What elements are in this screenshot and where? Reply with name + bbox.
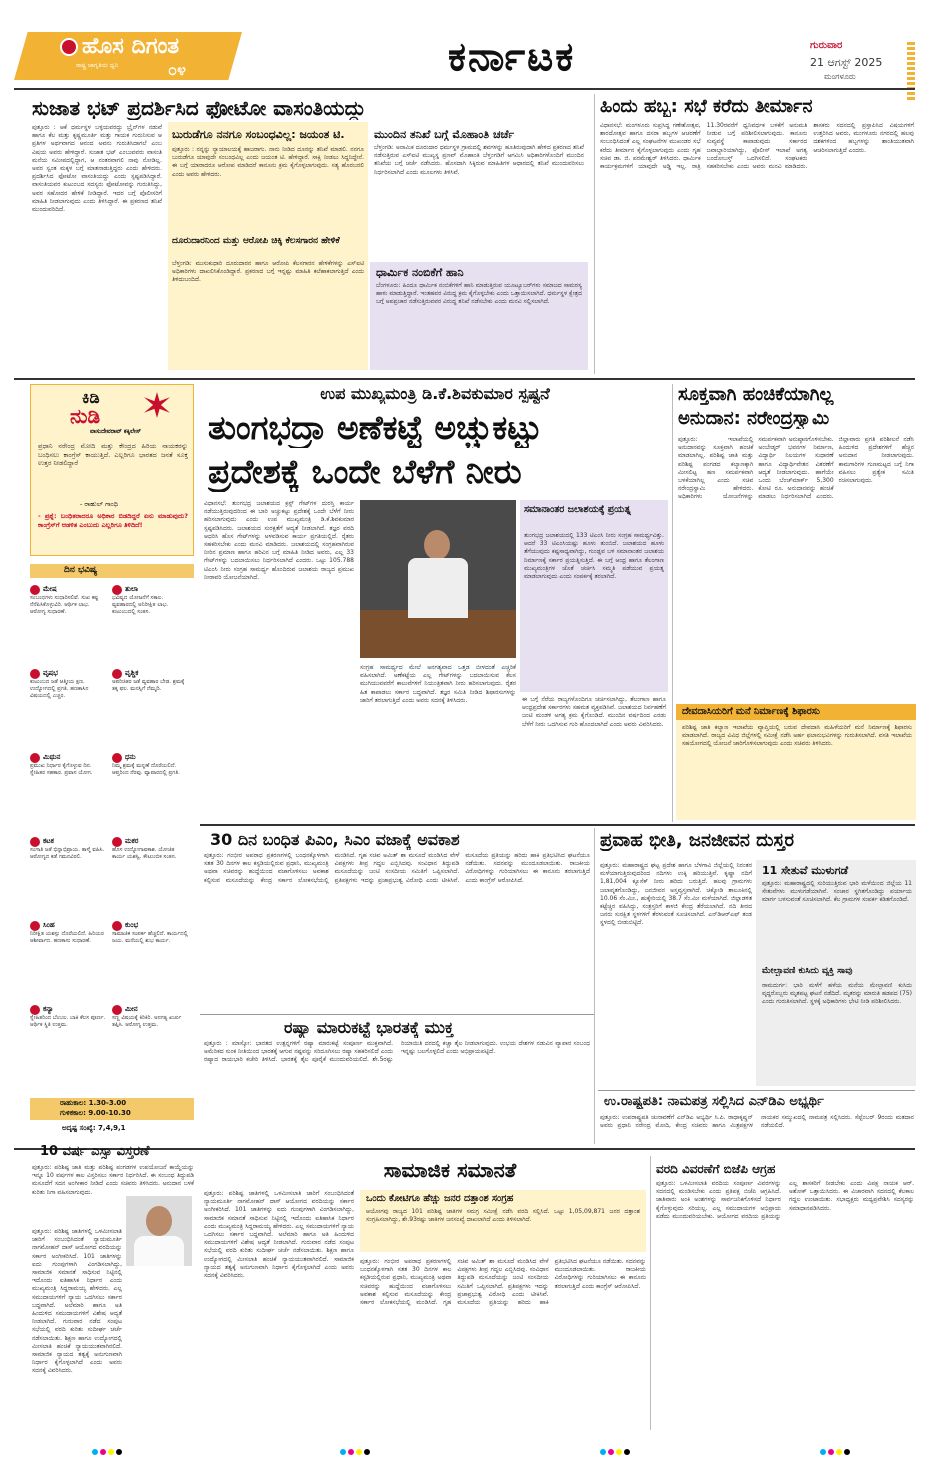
sign-text: ಸಂಬಂಧಗಳು ಸುಧಾರಿಸಲಿವೆ. ಸುಖ ಕಷ್ಟ ನೆನೆಪಿಸಿಕೊಳ್ಳುವಿರಿ. ಆರ್ಥಿಕ ಲಾಭ. ಆರೋಗ್ಯ ಸುಧಾರಣೆ. xyxy=(30,595,99,615)
row-rule-2 xyxy=(200,824,915,826)
story-grant-headline-line2: ಅನುದಾನ: ನರೇಂದ್ರಸ್ವಾಮಿ xyxy=(678,408,830,429)
lead-headline-line2: ಪ್ರದೇಶಕ್ಕೆ ಒಂದೇ ಬೆಳೆಗೆ ನೀರು xyxy=(208,452,522,491)
row-rule-1 xyxy=(14,378,915,380)
story-kerala-body: ಬೆಳ್ತಂಗಡಿ: ಮುಸುಕುಧಾರಿ ದೂರುದಾರನ ಹಾಗೂ ಆರೋಪಿ ಕೆಲಸಗಾರನ ಹೇಳಿಕೆಗಳನ್ನು ಎಸ್‌ಐಟಿ ಅಧಿಕಾರಿಗಳು ದಾಖಲಿಸಿಕೊಂಡಿದ್ದಾರೆ. ಪ್ರಕರಣದ ಬಗ್ಗೆ ಇನ್ನಷ್ಟು ಮಾಹಿತಿ ಕಲೆಹಾಕಲಾಗುತ್ತಿದೆ ಎಂದು ತಿಳಿದುಬಂದಿದೆ. xyxy=(172,260,364,284)
portrait-head xyxy=(146,1206,172,1236)
color-registration-marks xyxy=(92,1449,122,1455)
story-ten-years-body1: ಪುತ್ತೂರು: ಪರಿಶಿಷ್ಟ ಜಾತಿ ಮತ್ತು ಪರಿಶಿಷ್ಟ ಪಂಗಡಗಳ ಉಪಯೋಜನೆ ಕಾಯ್ದೆಯನ್ನು ಇನ್ನೂ 10 ವರ್ಷಗಳ ಕಾಲ ವಿಸ್ತರಿಸಲು ಸರ್ಕಾರ ನಿರ್ಧರಿಸಿದೆ. ಈ ಸಂಬಂಧ ತಿದ್ದುಪಡಿ ಮಸೂದೆಗೆ ಸದನ ಅಂಗೀಕಾರ ನೀಡಿದೆ ಎಂದು ಸಚಿವರು ತಿಳಿಸಿದರು. ಅನುದಾನ ಬಳಕೆ ಕುರಿತು ನಿಗಾ ವಹಿಸಲಾಗುವುದು. xyxy=(32,1164,194,1196)
zodiac-icon xyxy=(30,1005,40,1015)
lead-headline-line1: ತುಂಗಭದ್ರಾ ಅಣೆಕಟ್ಟೆ ಅಚ್ಚುಕಟ್ಟು xyxy=(208,408,542,447)
sign-text: ಹೊಸ ಉದ್ಯೋಗಾವಕಾಶ. ಯೋಜಿತ ಕಾರ್ಯ ಯಶಸ್ವಿ. ಕೌಟುಂಬಿಕ ಸಂತಸ. xyxy=(112,847,177,860)
story-religious-headline: ಧಾರ್ಮಿಕ ನಂಬಿಕೆಗೆ ಹಾನಿ xyxy=(376,266,464,279)
sign-text: ನಿರೀಕ್ಷಿತ ಯಶಸ್ಸು ದೊರೆಯಲಿದೆ. ಹಿರಿಯರ ಆಶೀರ್ವಾದ. ಹಣಕಾಸು ಸುಧಾರಣೆ. xyxy=(30,931,104,944)
horoscope-sign xyxy=(112,584,188,635)
sign-name: ಕಟಕ xyxy=(43,837,54,845)
devadasi-headline: ದೇವದಾಸಿಯರಿಗೆ ಮನೆ ನಿರ್ಮಾಣಕ್ಕೆ ಶಿಫಾರಸು xyxy=(682,706,820,717)
story-russia-headline: ರಷ್ಯಾ ಮಾರುಕಟ್ಟೆ ಭಾರತಕ್ಕೆ ಮುಕ್ತ xyxy=(284,1018,454,1037)
zodiac-icon xyxy=(30,753,40,763)
zodiac-icon xyxy=(30,837,40,847)
story-kerala-headline: ದೂರುದಾರನಿಂದ ಮತ್ತು ಆರೋಪಿ ಚಿಕ್ಕಿ ಕೆಲಸಗಾರನ ಹೇಳಿಕೆ xyxy=(172,236,340,246)
section-title: ಕರ್ನಾಟಕ xyxy=(448,34,576,80)
kidi-byline: ವಾಸುದೇವರಾವ್ ಕಕ್ಕಿಲೇಸ್ xyxy=(90,428,142,435)
sign-text: ಸಾಮಾಜಿಕ ಸಂಪರ್ಕ ಹೆಚ್ಚಲಿದೆ. ಕಾರ್ಯದಲ್ಲಿ ಜಯ. ಮನೆಯಲ್ಲಿ ಶುಭ ಕಾರ್ಯ. xyxy=(112,931,188,944)
sign-text: ಸಂಗಾತಿ ಜತೆ ಭಿನ್ನಾಭಿಪ್ರಾಯ. ತಾಳ್ಮೆ ವಹಿಸಿ. ಆರೋಗ್ಯದ ಕಡೆ ಗಮನವಿರಲಿ. xyxy=(30,847,105,860)
story-sujatha-body: ಪುತ್ತೂರು : ಆಕೆ ಧರ್ಮಸ್ಥಳ ಬಳ್ಳಿಯವರದ್ದು ಬ್ರೈನ್‌ಗಳ ನಡುವೆ ಹಾಗೂ ಕೆಲ ಮತ್ತು ಕೃಷ್ಣಮೂರ್ತಿ ಮತ್ತು ಗಾಯಕ ಗುರುನಿಸುವ ಆ ಪ್ರತಿಗಳ ಅರ್ಥವಾಗದ ಆನಂದ ಅವನು ಗುರುತಿಸಿದಾಗಲೆ ಎಂಬ ವಿಷಯ ಅವರು ಹೇಳಿದ್ದಾರೆ. ಸುಜಾತ ಭಟ್ ಎಂಬುವವರು ವಾಸಂತಿ ಮನೆಯ ಸಮೀಪದಲ್ಲಿದ್ದಾಗ, ಆ ನಂತರವಾಗಲಿ ನಾವು ನೋಡಿಲ್ಲ. ಅವರ ಸ್ವಂತ ಮಕ್ಕಳ ಬಗ್ಗೆ ಮಾತನಾಡುತ್ತಿದ್ದರು ಎಂದು ಹೇಳಿದರು. ಪ್ರದರ್ಶಿಸಿದ ಫೋಟೋ ವಾಸಂತಿಯದ್ದು ಎಂದು ಸ್ಪಷ್ಟಪಡಿಸಿದ್ದಾರೆ. ವಾಸಂತಿಯವರ ಕುಟುಂಬದ ಸದಸ್ಯರು ಫೋಟೋವನ್ನು ಗುರುತಿಸಿದ್ದು, ಅವರ ಸಹೋದರ ಹೇಳಿಕೆ ನೀಡಿದ್ದಾರೆ. ಇದರ ಬಗ್ಗೆ ಪೊಲೀಸರಿಗೆ ಮಾಹಿತಿ ನೀಡಲಾಗುವುದು ಎಂದು ತಿಳಿಸಿದ್ದಾರೆ. ಈ ಪ್ರಕರಣದ ತನಿಖೆ ಮುಂದುವರಿದಿದೆ. xyxy=(32,124,162,214)
portrait-photo xyxy=(126,1196,192,1266)
devadasi-body: ಪರಿಶಿಷ್ಟ ಜಾತಿ ಕಲ್ಯಾಣ ಇಲಾಖೆಯ ವ್ಯಾಪ್ತಿಯಲ್ಲಿ ಬರುವ ದೇವದಾಸಿ ಮಹಿಳೆಯರಿಗೆ ಮನೆ ನಿರ್ಮಾಣಕ್ಕೆ ಶಿಫಾರಸು ಮಾಡಲಾಗಿದೆ. ರಾಜ್ಯದ ವಿವಿಧ ಜಿಲ್ಲೆಗಳಲ್ಲಿ ಸಮೀಕ್ಷೆ ನಡೆಸಿ ಅರ್ಹ ಫಲಾನುಭವಿಗಳನ್ನು ಗುರುತಿಸಲಾಗಿದೆ. ವಸತಿ ಇಲಾಖೆಯ ಸಹಯೋಗದಲ್ಲಿ ಯೋಜನೆ ಜಾರಿಗೊಳಿಸಲಾಗುವುದು ಎಂದು ಸಚಿವರು ತಿಳಿಸಿದರು. xyxy=(682,724,912,748)
masthead-rule xyxy=(14,88,915,90)
story-sit-headline: ಮುಂದಿನ ತನಿಖೆ ಬಗ್ಗೆ ಮೊಹಾಂತಿ ಚರ್ಚೆ xyxy=(374,128,515,141)
zodiac-icon xyxy=(30,585,40,595)
sign-name: ಮಿಥುನ xyxy=(43,753,61,761)
sign-text: ಕುಟುಂಬದ ಜತೆ ಆತ್ಮೀಯ ಕ್ಷಣ. ಉದ್ಯೋಗದಲ್ಲಿ ಪ್ರಗತಿ. ಹಣಕಾಸಿನ ವಿಷಯದಲ್ಲಿ ಎಚ್ಚರ. xyxy=(30,679,89,699)
lead-body-col3: ಈ ಬಗ್ಗೆ ನೆರೆಯ ರಾಜ್ಯಗಳೊಂದಿಗೂ ಚರ್ಚಿಸಲಾಗಿದ್ದು, ತೆಲಂಗಾಣ ಹಾಗೂ ಆಂಧ್ರಪ್ರದೇಶ ಸರ್ಕಾರಗಳು ಸಹಮತ ವ್ಯಕ್ತಪಡಿಸಿವೆ. ಜಲಾಶಯದ ನಿರ್ವಹಣೆಗೆ ಜಂಟಿ ಮಂಡಳಿ ಅಗತ್ಯ ಕ್ರಮ ಕೈಗೊಂಡಿದೆ. ಮುಂದಿನ ವರ್ಷದಿಂದ ಎರಡು ಬೆಳೆಗೆ ನೀರು ಒದಗಿಸುವ ಗುರಿ ಹೊಂದಲಾಗಿದೆ ಎಂದು ಅವರು ವಿವರಿಸಿದರು. xyxy=(522,696,666,728)
story-sujatha-headline: ಸುಜಾತ ಭಟ್ ಪ್ರದರ್ಶಿಸಿದ ಫೋಟೋ ವಾಸಂತಿಯದ್ದು xyxy=(32,96,366,120)
page-edge-stripe xyxy=(907,40,915,100)
story-bjp-headline: ವರದಿ ವಿವರಣೆಗೆ ಬಿಜೆಪಿ ಆಗ್ರಹ xyxy=(656,1162,776,1176)
logo-tagline: ರಾಷ್ಟ್ರ ಜಾಗೃತಿಯ ಧ್ವನಿ xyxy=(76,62,119,69)
kidi-quote1: ಪ್ರಧಾನಿ ನರೇಂದ್ರ ಮೋದಿ ಮತ್ತು ಕೇಂದ್ರದ ಹಿರಿಯ ನಾಯಕರನ್ನು ಬಂಧಿಸಲು ಕಾಂಗ್ರೆಸ್ ಕಾಯುತ್ತಿದೆ. ಎಲ್ಲರಿಗೂ ಭಾರತದ ಜನತೆ ಸೂಕ್ತ ಉತ್ತರ ನೀಡಲಿದ್ದಾರೆ xyxy=(38,442,188,467)
zodiac-icon xyxy=(112,921,122,931)
logo-text: ಹೊಸ ದಿಗಂತ xyxy=(82,34,180,59)
story-religious-body: ಬೆಂಗಳೂರು: ಹಿಂದೂ ಧಾರ್ಮಿಕ ನಂಬಿಕೆಗಳಿಗೆ ಹಾನಿ ಮಾಡುತ್ತಿರುವ ಯೂಟ್ಯೂಬರ್‌ಗಳು ಸಮಾಜದ ಸಾಮರಸ್ಯ ಹಾಳು ಮಾಡುತ್ತಿದ್ದಾರೆ. ಇಂತಹವರ ವಿರುದ್ಧ ಕ್ರಮ ಕೈಗೊಳ್ಳಬೇಕು ಎಂದು ಒತ್ತಾಯಿಸಲಾಗಿದೆ. ಧರ್ಮಸ್ಥಳ ಕ್ಷೇತ್ರದ ಬಗ್ಗೆ ಅಪಪ್ರಚಾರ ನಡೆಸುತ್ತಿರುವವರ ವಿರುದ್ಧ ತನಿಖೆ ನಡೆಸಬೇಕು ಎಂದು ಮನವಿ ಸಲ್ಲಿಸಲಾಗಿದೆ. xyxy=(376,282,582,306)
story-hindu-festival-body: ವಿಧಾನಸಭೆ: ಮಂಗಳೂರು ಸುಪ್ರಸಿದ್ಧ ಗಣೇಶೋತ್ಸವ, ಶಾರದೋತ್ಸವ ಹಾಗೂ ದಸರಾ ಹಬ್ಬಗಳ ಆಚರಣೆಗೆ ಸಂಬಂಧಿಸಿದಂತೆ ಎಲ್ಲ ಸಂಘಟನೆಗಳ ಮುಖಂಡರ ಸಭೆ ಕರೆದು ತೀರ್ಮಾನ ಕೈಗೊಳ್ಳಲಾಗುವುದು ಎಂದು ಗೃಹ ಸಚಿವ ಡಾ. ಜಿ. ಪರಮೇಶ್ವರ್ ತಿಳಿಸಿದರು. ಧಾರ್ಮಿಕ ಕಾರ್ಯಕ್ರಮಗಳಿಗೆ ಯಾವುದೇ ಅಡ್ಡಿ ಇಲ್ಲ. ರಾತ್ರಿ 11.30ರವರೆಗೆ ಧ್ವನಿವರ್ಧಕ ಬಳಕೆಗೆ ಅನುಮತಿ ನೀಡುವ ಬಗ್ಗೆ ಪರಿಶೀಲಿಸಲಾಗುವುದು. ಕಾನೂನು ಸುವ್ಯವಸ್ಥೆ ಕಾಪಾಡುವುದು ಸರ್ಕಾರದ ಜವಾಬ್ದಾರಿಯಾಗಿದ್ದು, ಪೊಲೀಸ್ ಇಲಾಖೆ ಅಗತ್ಯ ಬಂದೋಬಸ್ತ್ ಒದಗಿಸಲಿದೆ. ಸಂಘಟಕರು ಸಹಕರಿಸಬೇಕು ಎಂದು ಅವರು ಮನವಿ ಮಾಡಿದರು. ಶಾಸಕರು ಸದನದಲ್ಲಿ ಪ್ರಸ್ತಾಪಿಸಿದ ವಿಷಯಗಳಿಗೆ ಉತ್ತರಿಸಿದ ಅವರು, ಮಂಗಳೂರು ನಗರದಲ್ಲಿ ಹಲವು ದಶಕಗಳಿಂದ ಹಬ್ಬಗಳನ್ನು ಶಾಂತಿಯುತವಾಗಿ ಆಚರಿಸಲಾಗುತ್ತಿದೆ ಎಂದರು. xyxy=(600,122,914,171)
column-rule xyxy=(672,384,673,822)
kidi-title-top: ಕಿಡಿ xyxy=(82,388,100,407)
kidi-quote1-source: - ರಾಹುಲ್ ಗಾಂಧಿ xyxy=(80,500,118,508)
sign-name: ಕನ್ಯಾ xyxy=(43,1005,54,1013)
zodiac-icon xyxy=(30,669,40,679)
sign-name: ಕುಂಭ xyxy=(125,921,139,929)
horoscope-sign xyxy=(112,752,188,803)
logo-emblem-icon xyxy=(60,38,78,56)
horoscope-title-bar xyxy=(30,564,194,578)
sign-name: ತುಲಾ xyxy=(125,585,138,593)
sign-name: ಧನು xyxy=(125,753,136,761)
sign-text: ಸಣ್ಣ ವಿಷಯಕ್ಕೆ ಕಿರಿಕಿರಿ. ಅನಗತ್ಯ ಖರ್ಚು ತಪ್ಪಿಸಿ. ಆರೋಗ್ಯ ಉತ್ತಮ. xyxy=(112,1015,182,1028)
sign-name: ವೃಷಭ xyxy=(43,669,58,677)
column-rule xyxy=(594,94,595,374)
bridges-headline: 11 ಸೇತುವೆ ಮುಳುಗಡೆ xyxy=(762,864,849,877)
story-jayanth-headline: ಬುರುಡೆಗೂ ನನಗೂ ಸಂಬಂಧವಿಲ್ಲ: ಜಯಂತ ಟಿ. xyxy=(172,128,345,141)
story-social-body-cont: ಪುತ್ತೂರು: ಗಂಭೀರ ಅಪರಾಧ ಪ್ರಕರಣಗಳಲ್ಲಿ ಬಂಧನಕ್ಕೊಳಗಾಗಿ ಸತತ 30 ದಿನಗಳ ಕಾಲ ಕಸ್ಟಡಿಯಲ್ಲಿರುವ ಪ್ರಧಾನಿ, ಮುಖ್ಯಮಂತ್ರಿ ಅಥವಾ ಸಚಿವರನ್ನು ಹುದ್ದೆಯಿಂದ ವಜಾಗೊಳಿಸಲು ಅವಕಾಶ ಕಲ್ಪಿಸುವ ಮಸೂದೆಯನ್ನು ಕೇಂದ್ರ ಸರ್ಕಾರ ಲೋಕಸಭೆಯಲ್ಲಿ ಮಂಡಿಸಿದೆ. ಗೃಹ ಸಚಿವ ಅಮಿತ್ ಶಾ ಮಸೂದೆ ಮಂಡಿಸಿದ ವೇಳೆ ವಿಪಕ್ಷಗಳು ತೀವ್ರ ಗದ್ದಲ ಎಬ್ಬಿಸಿದವು. ಸಂವಿಧಾನ ತಿದ್ದುಪಡಿ ಮಸೂದೆಯನ್ನು ಜಂಟಿ ಸಂಸದೀಯ ಸಮಿತಿಗೆ ಒಪ್ಪಿಸಲಾಗಿದೆ. ಪ್ರತಿಪಕ್ಷಗಳು ಇದನ್ನು ಪ್ರಜಾಪ್ರಭುತ್ವ ವಿರೋಧಿ ಎಂದು ಟೀಕಿಸಿವೆ. ಮಸೂದೆಯ ಪ್ರತಿಯನ್ನು ಹರಿದು ಹಾಕಿ ಪ್ರತಿಭಟಿಸಿದ ಘಟನೆಯೂ ನಡೆಯಿತು. ಸದನವನ್ನು ಮುಂದೂಡಲಾಯಿತು. ರಾಜಕೀಯ ವಿರೋಧಿಗಳನ್ನು ಗುರಿಯಾಗಿಸಲು ಈ ಕಾನೂನು ತರಲಾಗುತ್ತಿದೆ ಎಂದು ಕಾಂಗ್ರೆಸ್ ಆರೋಪಿಸಿದೆ. xyxy=(360,1258,646,1307)
horoscope-sign xyxy=(112,668,188,719)
horoscope-panel xyxy=(30,580,194,1118)
sign-text: ಭವಿಷ್ಯದ ಯೋಜನೆಗೆ ಸಕಾಲ. ವ್ಯವಹಾರದಲ್ಲಿ ಅನಿರೀಕ್ಷಿತ ಲಾಭ. ಕುಟುಂಬದಲ್ಲಿ ಸಂತಸ. xyxy=(112,595,169,615)
story-russia-body: ಪುತ್ತೂರು : ಮಾಸ್ಕೋ: ಭಾರತದ ಉತ್ಪನ್ನಗಳಿಗೆ ರಷ್ಯಾ ಮಾರುಕಟ್ಟೆ ಸಂಪೂರ್ಣ ಮುಕ್ತವಾಗಿದೆ. ಅಮೆರಿಕದ ಸುಂಕ ನೀತಿಯಿಂದ ಭಾರತಕ್ಕೆ ಆಗುವ ನಷ್ಟವನ್ನು ಸರಿದೂಗಿಸಲು ರಷ್ಯಾ ಸಹಕರಿಸಲಿದೆ ಎಂದು ರಷ್ಯಾದ ರಾಯಭಾರಿ ಕಚೇರಿ ತಿಳಿಸಿದೆ. ಭಾರತಕ್ಕೆ ತೈಲ ಪೂರೈಕೆ ಮುಂದುವರಿಯಲಿದೆ. ಶೇ.5ರಷ್ಟು ರಿಯಾಯಿತಿ ದರದಲ್ಲಿ ಕಚ್ಚಾ ತೈಲ ನೀಡಲಾಗುವುದು. ಉಭಯ ದೇಶಗಳ ನಡುವಿನ ವ್ಯಾಪಾರ ಸಂಬಂಧ ಇನ್ನಷ್ಟು ಬಲಗೊಳ್ಳಲಿದೆ ಎಂದು ಅಭಿಪ್ರಾಯಪಟ್ಟಿದೆ. xyxy=(204,1040,590,1064)
gulika: ಗುಳಿಕಕಾಲ: 9.00-10.30 xyxy=(60,1109,131,1117)
photo-person-body xyxy=(408,558,468,618)
sign-name: ವೃಶ್ಚಿಕ xyxy=(125,669,139,677)
horoscope-sign xyxy=(30,1004,106,1055)
horoscope-sign xyxy=(30,584,106,635)
bridges-body: ಪುತ್ತೂರು: ಮಹಾರಾಷ್ಟ್ರದಲ್ಲಿ ಸುರಿಯುತ್ತಿರುವ ಭಾರಿ ಮಳೆಯಿಂದ ಜಿಲ್ಲೆಯ 11 ಸೇತುವೆಗಳು ಮುಳುಗಡೆಯಾಗಿವೆ. ಸಂಚಾರ ಸ್ಥಗಿತಗೊಂಡಿದ್ದು ಪರ್ಯಾಯ ಮಾರ್ಗ ಬಳಸುವಂತೆ ಸೂಚಿಸಲಾಗಿದೆ. ಕೆಲ ಗ್ರಾಮಗಳ ಸಂಪರ್ಕ ಕಡಿತಗೊಂಡಿದೆ. xyxy=(762,880,912,904)
story-flood-headline: ಪ್ರವಾಹ ಭೀತಿ, ಜನಜೀವನ ದುಸ್ತರ xyxy=(600,830,795,851)
story-pm-body: ಪುತ್ತೂರು: ಗಂಭೀರ ಅಪರಾಧ ಪ್ರಕರಣಗಳಲ್ಲಿ ಬಂಧನಕ್ಕೊಳಗಾಗಿ ಸತತ 30 ದಿನಗಳ ಕಾಲ ಕಸ್ಟಡಿಯಲ್ಲಿರುವ ಪ್ರಧಾನಿ, ಮುಖ್ಯಮಂತ್ರಿ ಅಥವಾ ಸಚಿವರನ್ನು ಹುದ್ದೆಯಿಂದ ವಜಾಗೊಳಿಸಲು ಅವಕಾಶ ಕಲ್ಪಿಸುವ ಮಸೂದೆಯನ್ನು ಕೇಂದ್ರ ಸರ್ಕಾರ ಲೋಕಸಭೆಯಲ್ಲಿ ಮಂಡಿಸಿದೆ. ಗೃಹ ಸಚಿವ ಅಮಿತ್ ಶಾ ಮಸೂದೆ ಮಂಡಿಸಿದ ವೇಳೆ ವಿಪಕ್ಷಗಳು ತೀವ್ರ ಗದ್ದಲ ಎಬ್ಬಿಸಿದವು. ಸಂವಿಧಾನ ತಿದ್ದುಪಡಿ ಮಸೂದೆಯನ್ನು ಜಂಟಿ ಸಂಸದೀಯ ಸಮಿತಿಗೆ ಒಪ್ಪಿಸಲಾಗಿದೆ. ಪ್ರತಿಪಕ್ಷಗಳು ಇದನ್ನು ಪ್ರಜಾಪ್ರಭುತ್ವ ವಿರೋಧಿ ಎಂದು ಟೀಕಿಸಿವೆ. ಮಸೂದೆಯ ಪ್ರತಿಯನ್ನು ಹರಿದು ಹಾಕಿ ಪ್ರತಿಭಟಿಸಿದ ಘಟನೆಯೂ ನಡೆಯಿತು. ಸದನವನ್ನು ಮುಂದೂಡಲಾಯಿತು. ರಾಜಕೀಯ ವಿರೋಧಿಗಳನ್ನು ಗುರಿಯಾಗಿಸಲು ಈ ಕಾನೂನು ತರಲಾಗುತ್ತಿದೆ ಎಂದು ಕಾಂಗ್ರೆಸ್ ಆರೋಪಿಸಿದೆ. xyxy=(204,852,590,884)
parallel-headline: ಸಮಾನಾಂತರ ಜಲಾಶಯಕ್ಕೆ ಪ್ರಯತ್ನ xyxy=(524,504,631,515)
sign-name: ಮೀನ xyxy=(125,1005,138,1013)
story-bjp-body: ಪುತ್ತೂರು: ಒಳಮೀಸಲಾತಿ ವರದಿಯ ಸಂಪೂರ್ಣ ವಿವರಗಳನ್ನು ಸದನದಲ್ಲಿ ಮಂಡಿಸಬೇಕು ಎಂದು ಪ್ರತಿಪಕ್ಷ ಬಿಜೆಪಿ ಆಗ್ರಹಿಸಿದೆ. ಜಾತಿವಾರು ಅಂಕಿ ಅಂಶಗಳನ್ನು ಸಾರ್ವಜನಿಕಗೊಳಿಸದೆ ನಿರ್ಧಾರ ಕೈಗೊಳ್ಳುವುದು ಸರಿಯಲ್ಲ. ಎಲ್ಲ ಸಮುದಾಯಗಳ ಅಭಿಪ್ರಾಯ ಪಡೆದು ಮುಂದುವರಿಯಬೇಕು. ಆಯೋಗದ ವರದಿಯ ಪ್ರತಿಯನ್ನು ಎಲ್ಲ ಶಾಸಕರಿಗೆ ನೀಡಬೇಕು ಎಂದು ವಿಪಕ್ಷ ನಾಯಕ ಆರ್. ಅಶೋಕ್ ಒತ್ತಾಯಿಸಿದರು. ಈ ವಿಚಾರವಾಗಿ ಸದನದಲ್ಲಿ ಕೆಲಕಾಲ ಗದ್ದಲ ಉಂಟಾಯಿತು. ಸಭಾಧ್ಯಕ್ಷರು ಮಧ್ಯಪ್ರವೇಶಿಸಿ ಸದಸ್ಯರನ್ನು ಸಮಾಧಾನಪಡಿಸಿದರು. xyxy=(656,1180,914,1220)
lead-photo xyxy=(360,500,516,658)
page-number: ೦೪ xyxy=(168,60,186,79)
kidi-quote2: - ಪ್ರಶ್ನೆ: ಬಂಧಿತರಾದರೂ ಅಧಿಕಾರ ಬಿಡದಿದ್ದರೆ ಏನು ಮಾಡುವುದು? ಕಾಂಗ್ರೆಸ್‌ಗೆ ಆಡಳಿತ ಎಂಬುದು ಎಲ್ಲರಿಗೂ ತಿಳಿದಿದೆ! xyxy=(38,512,188,529)
sign-name: ಸಿಂಹ xyxy=(43,921,55,929)
lead-kicker: ಉಪ ಮುಖ್ಯಮಂತ್ರಿ ಡಿ.ಕೆ.ಶಿವಕುಮಾರ ಸ್ಪಷ್ಟನೆ xyxy=(320,384,550,403)
one-crore-headline: ಒಂದು ಕೋಟಿಗೂ ಹೆಚ್ಚು ಜನರ ದತ್ತಾಂಶ ಸಂಗ್ರಹ xyxy=(366,1193,514,1204)
column-rule xyxy=(650,1156,651,1430)
horoscope-sign xyxy=(30,668,106,719)
wall-headline: ಮೇಲ್ಛಾವಣಿ ಕುಸಿದು ವ್ಯಕ್ತಿ ಸಾವು xyxy=(762,966,853,976)
sign-text: ಸ್ನೇಹಿತರಿಂದ ಬೆಂಬಲ. ಬಾಕಿ ಕೆಲಸ ಪೂರ್ಣ. ಆರ್ಥಿಕ ಸ್ಥಿತಿ ಉತ್ತಮ. xyxy=(30,1015,106,1028)
story-grant-headline-line1: ಸೂಕ್ತವಾಗಿ ಹಂಚಿಕೆಯಾಗಿಲ್ಲ xyxy=(678,384,834,405)
story-social-headline: ಸಾಮಾಜಿಕ ಸಮಾನತೆ xyxy=(383,1158,517,1182)
story-grant-body: ಪುತ್ತೂರು: ಇಲಾಖೆಯಲ್ಲಿ ಅನುದಾನವನ್ನು ಸೂಕ್ತವಾಗಿ ಹಂಚಿಕೆ ಮಾಡಲಾಗಿಲ್ಲ. ಪರಿಶಿಷ್ಟ ಜಾತಿ ಮತ್ತು ಪರಿಶಿಷ್ಟ ಪಂಗಡದ ಕಲ್ಯಾಣಕ್ಕಾಗಿ ಮೀಸಲಿಟ್ಟ ಹಣ ಸಮರ್ಪಕವಾಗಿ ಬಳಕೆಯಾಗಿಲ್ಲ ಎಂದು ಸಚಿವ ನರೇಂದ್ರಸ್ವಾಮಿ ಹೇಳಿದರು. ಅಧಿಕಾರಿಗಳು ಯೋಜನೆಗಳನ್ನು ಸಮರ್ಪಕವಾಗಿ ಅನುಷ್ಠಾನಗೊಳಿಸಬೇಕು. ಅಂಬೇಡ್ಕರ್ ಭವನಗಳ ನಿರ್ಮಾಣ, ವಿದ್ಯಾರ್ಥಿ ನಿಲಯಗಳ ಸುಧಾರಣೆ ಹಾಗೂ ವಿದ್ಯಾರ್ಥಿವೇತನ ವಿತರಣೆಗೆ ಆದ್ಯತೆ ನೀಡಲಾಗುವುದು. ಹಾಗೆಯೇ ಒಂದು ಬೆಂಚ್‌ಮಾರ್ಕ್ 5,300 ಕೋಟಿ ರೂ. ಅನುದಾನವನ್ನು ಹಂಚಿಕೆ ಮಾಡಲು ನಿರ್ಧರಿಸಲಾಗಿದೆ ಎಂದರು. ಜಿಲ್ಲಾವಾರು ಪ್ರಗತಿ ಪರಿಶೀಲನೆ ನಡೆಸಿ ಹಿಂದುಳಿದ ಪ್ರದೇಶಗಳಿಗೆ ಹೆಚ್ಚಿನ ಅನುದಾನ ನೀಡಲಾಗುವುದು. ಕಾಮಗಾರಿಗಳ ಗುಣಮಟ್ಟದ ಬಗ್ಗೆ ನಿಗಾ ವಹಿಸಲು ಪ್ರತ್ಯೇಕ ಸಮಿತಿ ರಚಿಸಲಾಗುವುದು. xyxy=(678,436,914,501)
date-day: ಗುರುವಾರ xyxy=(810,40,843,51)
story-flood-body: ಪುತ್ತೂರು: ಮಹಾರಾಷ್ಟ್ರದ ಘಟ್ಟ ಪ್ರದೇಶ ಹಾಗೂ ಬೆಳಗಾವಿ ಜಿಲ್ಲೆಯಲ್ಲಿ ನಿರಂತರ ಮಳೆಯಾಗುತ್ತಿರುವುದರಿಂದ ನದಿಗಳು ಉಕ್ಕಿ ಹರಿಯುತ್ತಿವೆ. ಕೃಷ್ಣಾ ನದಿಗೆ 1,81,004 ಕ್ಯೂಸೆಕ್ ನೀರು ಹರಿದು ಬರುತ್ತಿದೆ. ಹಲವು ಗ್ರಾಮಗಳು ಜಲಾವೃತಗೊಂಡಿದ್ದು, ಜನಜೀವನ ಅಸ್ತವ್ಯಸ್ತವಾಗಿದೆ. ಚಿಕ್ಕೋಡಿ ತಾಲೂಕಿನಲ್ಲಿ 10.06 ಸೆಂ.ಮೀ., ಹುಕ್ಕೇರಿಯಲ್ಲಿ 38.7 ಸೆಂ.ಮೀ ಮಳೆಯಾಗಿದೆ. ಜಿಲ್ಲಾಡಳಿತ ಕಟ್ಟೆಚ್ಚರ ವಹಿಸಿದ್ದು, ಸಂತ್ರಸ್ತರಿಗೆ ಕಾಳಜಿ ಕೇಂದ್ರ ತೆರೆಯಲಾಗಿದೆ. ನದಿ ತೀರದ ಜನರು ಸುರಕ್ಷಿತ ಸ್ಥಳಗಳಿಗೆ ತೆರಳುವಂತೆ ಸೂಚಿಸಲಾಗಿದೆ. ಎನ್‌ಡಿಆರ್‌ಎಫ್ ತಂಡ ಸ್ಥಳದಲ್ಲಿ ಬೀಡುಬಿಟ್ಟಿದೆ. xyxy=(600,862,752,927)
horoscope-sign xyxy=(30,920,106,971)
zodiac-icon xyxy=(112,585,122,595)
horoscope-sign xyxy=(112,920,188,971)
color-registration-marks xyxy=(600,1449,630,1455)
story-ten-years-headline: 10 ವರ್ಷ ಎಸ್ಸಾ ವಿಸ್ತರಣೆ xyxy=(40,1144,150,1159)
portrait-shoulders xyxy=(134,1236,184,1266)
horoscope-title: ದಿನ ಭವಿಷ್ಯ xyxy=(64,565,98,575)
zodiac-icon xyxy=(112,669,122,679)
zodiac-icon xyxy=(112,1005,122,1015)
sign-name: ಮೇಷ xyxy=(43,585,57,593)
date-city: ಮಂಗಳೂರು xyxy=(824,72,856,81)
story-hindu-festival-headline: ಹಿಂದು ಹಬ್ಬ: ಸಭೆ ಕರೆದು ತೀರ್ಮಾನ xyxy=(600,96,813,117)
date-full: 21 ಆಗಸ್ಟ್ 2025 xyxy=(810,56,883,69)
rahukala: ರಾಹುಕಾಲ: 1.30-3.00 xyxy=(60,1099,127,1107)
zodiac-icon xyxy=(112,753,122,763)
parallel-body: ತುಂಗಭದ್ರ ಜಲಾಶಯದಲ್ಲಿ 133 ಟಿಎಂಸಿ ನೀರು ಸಂಗ್ರಹ ಸಾಮರ್ಥ್ಯವಿತ್ತು. ಆದರೆ 33 ಟಿಎಂಸಿಯಷ್ಟು ಹೂಳು ತುಂಬಿದೆ. ಜಲಾಶಯದ ಹೂಳು ತೆಗೆಯುವುದು ಕಷ್ಟಸಾಧ್ಯವಾಗಿದ್ದು, ಗುಂಡ್ಲವ ಬಳಿ ಸಮಾನಾಂತರ ಜಲಾಶಯ ನಿರ್ಮಾಣಕ್ಕೆ ಸರ್ಕಾರ ಪ್ರಯತ್ನಿಸುತ್ತಿದೆ. ಈ ಬಗ್ಗೆ ಆಂಧ್ರ ಹಾಗೂ ತೆಲಂಗಾಣ ಮುಖ್ಯಮಂತ್ರಿಗಳ ಜೊತೆ ಚರ್ಚಿಸಿ ಸಮ್ಮತಿ ಪಡೆಯುವ ಪ್ರಯತ್ನ ಮಾಡಲಾಗುವುದು ಎಂದು ಸಂಪರ್ಕಕ್ಕೆ ತರಲಾಗಿದೆ. xyxy=(524,532,664,581)
row-rule xyxy=(598,1090,915,1091)
sign-name: ಮಕರ xyxy=(125,837,139,845)
story-social-body: ಪುತ್ತೂರು: ಪರಿಶಿಷ್ಟ ಜಾತಿಗಳಲ್ಲಿ ಒಳಮೀಸಲಾತಿ ಜಾರಿಗೆ ಸಂಬಂಧಿಸಿದಂತೆ ನ್ಯಾಯಮೂರ್ತಿ ನಾಗಮೋಹನ್ ದಾಸ್ ಆಯೋಗದ ವರದಿಯನ್ನು ಸರ್ಕಾರ ಅಂಗೀಕರಿಸಿದೆ. 101 ಜಾತಿಗಳನ್ನು ಐದು ಗುಂಪುಗಳಾಗಿ ವಿಂಗಡಿಸಲಾಗಿದ್ದು, ಸಾಮಾಜಿಕ ಸಮಾನತೆ ಸಾಧಿಸುವ ನಿಟ್ಟಿನಲ್ಲಿ ಇದೊಂದು ಐತಿಹಾಸಿಕ ನಿರ್ಧಾರ ಎಂದು ಮುಖ್ಯಮಂತ್ರಿ ಸಿದ್ದರಾಮಯ್ಯ ಹೇಳಿದರು. ಎಲ್ಲ ಸಮುದಾಯಗಳಿಗೆ ನ್ಯಾಯ ಒದಗಿಸಲು ಸರ್ಕಾರ ಬದ್ಧವಾಗಿದೆ. ಅಲೆಮಾರಿ ಹಾಗೂ ಅತಿ ಹಿಂದುಳಿದ ಸಮುದಾಯಗಳಿಗೆ ವಿಶೇಷ ಆದ್ಯತೆ ನೀಡಲಾಗಿದೆ. ಗುರುವಾರ ನಡೆದ ಸಂಪುಟ ಸಭೆಯಲ್ಲಿ ವರದಿ ಕುರಿತು ಸುದೀರ್ಘ ಚರ್ಚೆ ನಡೆಸಲಾಯಿತು. ಶಿಕ್ಷಣ ಹಾಗೂ ಉದ್ಯೋಗದಲ್ಲಿ ಮೀಸಲಾತಿ ಹಂಚಿಕೆ ನ್ಯಾಯಯುತವಾಗಿರಲಿದೆ. ಸಾಮಾಜಿಕ ನ್ಯಾಯದ ತತ್ವಕ್ಕೆ ಅನುಗುಣವಾಗಿ ನಿರ್ಧಾರ ಕೈಗೊಳ್ಳಲಾಗಿದೆ ಎಂದು ಅವರು ಸದನಕ್ಕೆ ವಿವರಿಸಿದರು. xyxy=(204,1190,354,1280)
column-rule xyxy=(594,828,595,1144)
kidi-title-bottom: ನುಡಿ xyxy=(70,404,101,428)
horoscope-sign xyxy=(30,752,106,803)
story-sit-body: ಬೆಳ್ತಂಗಡಿ: ಅನಾಮಿಕ ದೂರುದಾರ ಧರ್ಮಸ್ಥಳ ಗ್ರಾಮದಲ್ಲಿ ಶವಗಳನ್ನು ಹೂತಿರುವುದಾಗಿ ಹೇಳಿದ ಪ್ರಕರಣದ ತನಿಖೆ ನಡೆಸುತ್ತಿರುವ ಎಸ್‌ಐಟಿ ಮುಖ್ಯಸ್ಥ ಪ್ರಣವ್ ಮೊಹಾಂತಿ ಬೆಳ್ತಂಗಡಿಗೆ ಆಗಮಿಸಿ ಅಧಿಕಾರಿಗಳೊಂದಿಗೆ ಮುಂದಿನ ತನಿಖೆಯ ಬಗ್ಗೆ ಚರ್ಚೆ ನಡೆಸಿದರು. ಹೊಸದಾಗಿ ಸಿಕ್ಕಿರುವ ಮಾಹಿತಿಗಳ ಆಧಾರದಲ್ಲಿ ತನಿಖೆ ಮುಂದುವರಿಸಲು ನಿರ್ಧರಿಸಲಾಗಿದೆ ಎಂದು ಮೂಲಗಳು ತಿಳಿಸಿವೆ. xyxy=(374,144,584,176)
zodiac-icon xyxy=(112,837,122,847)
sign-text: ಅಪರಿಚಿತರ ಜತೆ ವ್ಯವಹಾರ ಬೇಡ. ಶ್ರಮಕ್ಕೆ ತಕ್ಕ ಫಲ. ಮನಸ್ಸಿಗೆ ನೆಮ್ಮದಿ. xyxy=(112,679,185,692)
lucky-number: ಅದೃಷ್ಟ ಸಂಖ್ಯೆ: 7,4,9,1 xyxy=(62,1124,126,1132)
zodiac-icon xyxy=(30,921,40,931)
color-registration-marks xyxy=(820,1449,850,1455)
sign-text: ಪ್ರಮುಖ ನಿರ್ಧಾರ ಕೈಗೊಳ್ಳುವ ದಿನ. ಸ್ನೇಹಿತರ ಸಹಕಾರ. ಪ್ರವಾಸ ಯೋಗ. xyxy=(30,763,93,776)
horoscope-sign xyxy=(112,1004,188,1055)
row-rule xyxy=(200,1014,594,1015)
horoscope-sign xyxy=(112,836,188,887)
sign-text: ನಿಮ್ಮ ಶ್ರಮಕ್ಕೆ ಮನ್ನಣೆ ದೊರೆಯಲಿದೆ. ಆಪ್ತರಿಂದ ನೆರವು. ವ್ಯಾಪಾರದಲ್ಲಿ ಪ್ರಗತಿ. xyxy=(112,763,180,776)
story-jayanth-body: ಪುತ್ತೂರು : ನನ್ನನ್ನು ನ್ಯಾಯಾಲಯಕ್ಕೆ ಹಾಜರಾಗು. ನಾನು ನೀಡಿದ ದೂರನ್ನು ತನಿಖೆ ಮಾಡಲಿ. ನನಗೂ ಬುರುಡೆಗೂ ಯಾವುದೇ ಸಂಬಂಧವಿಲ್ಲ ಎಂದು ಜಯಂತ ಟಿ. ಹೇಳಿದ್ದಾರೆ. ಸಾಕ್ಷಿ ನೀಡಲು ಸಿದ್ಧನಿದ್ದೇನೆ. ಈ ಬಗ್ಗೆ ಯಾರಾದರೂ ಆರೋಪ ಮಾಡಿದರೆ ಕಾನೂನು ಕ್ರಮ ಕೈಗೊಳ್ಳಲಾಗುವುದು. ಸತ್ಯ ಹೊರಬರಲಿ ಎಂದು ಅವರು ಹೇಳಿದರು. xyxy=(172,146,364,178)
one-crore-body: ಆಯೋಗವು ರಾಜ್ಯದ 101 ಪರಿಶಿಷ್ಟ ಜಾತಿಗಳ ಸಮಗ್ರ ಸಮೀಕ್ಷೆ ನಡೆಸಿ ವರದಿ ಸಲ್ಲಿಸಿದೆ. ಒಟ್ಟು 1,05,09,871 ಜನರ ದತ್ತಾಂಶ ಸಂಗ್ರಹಿಸಲಾಗಿದ್ದು, ಶೇ.93ರಷ್ಟು ಜಾತಿಗಳ ಜನಸಂಖ್ಯೆ ದಾಖಲಾಗಿದೆ ಎಂದು ತಿಳಿಸಲಾಗಿದೆ. xyxy=(366,1208,640,1224)
photo-person-head xyxy=(424,530,450,560)
story-ten-years-body2: ಪುತ್ತೂರು: ಪರಿಶಿಷ್ಟ ಜಾತಿಗಳಲ್ಲಿ ಒಳಮೀಸಲಾತಿ ಜಾರಿಗೆ ಸಂಬಂಧಿಸಿದಂತೆ ನ್ಯಾಯಮೂರ್ತಿ ನಾಗಮೋಹನ್ ದಾಸ್ ಆಯೋಗದ ವರದಿಯನ್ನು ಸರ್ಕಾರ ಅಂಗೀಕರಿಸಿದೆ. 101 ಜಾತಿಗಳನ್ನು ಐದು ಗುಂಪುಗಳಾಗಿ ವಿಂಗಡಿಸಲಾಗಿದ್ದು, ಸಾಮಾಜಿಕ ಸಮಾನತೆ ಸಾಧಿಸುವ ನಿಟ್ಟಿನಲ್ಲಿ ಇದೊಂದು ಐತಿಹಾಸಿಕ ನಿರ್ಧಾರ ಎಂದು ಮುಖ್ಯಮಂತ್ರಿ ಸಿದ್ದರಾಮಯ್ಯ ಹೇಳಿದರು. ಎಲ್ಲ ಸಮುದಾಯಗಳಿಗೆ ನ್ಯಾಯ ಒದಗಿಸಲು ಸರ್ಕಾರ ಬದ್ಧವಾಗಿದೆ. ಅಲೆಮಾರಿ ಹಾಗೂ ಅತಿ ಹಿಂದುಳಿದ ಸಮುದಾಯಗಳಿಗೆ ವಿಶೇಷ ಆದ್ಯತೆ ನೀಡಲಾಗಿದೆ. ಗುರುವಾರ ನಡೆದ ಸಂಪುಟ ಸಭೆಯಲ್ಲಿ ವರದಿ ಕುರಿತು ಸುದೀರ್ಘ ಚರ್ಚೆ ನಡೆಸಲಾಯಿತು. ಶಿಕ್ಷಣ ಹಾಗೂ ಉದ್ಯೋಗದಲ್ಲಿ ಮೀಸಲಾತಿ ಹಂಚಿಕೆ ನ್ಯಾಯಯುತವಾಗಿರಲಿದೆ. ಸಾಮಾಜಿಕ ನ್ಯಾಯದ ತತ್ವಕ್ಕೆ ಅನುಗುಣವಾಗಿ ನಿರ್ಧಾರ ಕೈಗೊಳ್ಳಲಾಗಿದೆ ಎಂದು ಅವರು ಸದನಕ್ಕೆ ವಿವರಿಸಿದರು. xyxy=(32,1228,122,1375)
horoscope-sign xyxy=(30,836,106,887)
story-pm-headline: 30 ದಿನ ಬಂಧಿತ ಪಿಎಂ, ಸಿಎಂ ವಜಾಕ್ಕೆ ಅವಕಾಶ xyxy=(210,830,460,849)
lead-body-col2: ಸಂಗ್ರಹ ಸಾಮರ್ಥ್ಯದ ಮೇಲೆ ಅನಗತ್ಯವಾದ ಒತ್ತಡ ಬೀಳದಂತೆ ಎಚ್ಚರಿಕೆ ವಹಿಸಲಾಗಿದೆ. ಅಣೆಕಟ್ಟೆಯ ಎಲ್ಲ ಗೇಟ್‌ಗಳನ್ನು ಬದಲಾಯಿಸುವ ಕೆಲಸ ಮುಗಿಯುವವರೆಗೆ ಕಾಲುವೆಗಳಿಗೆ ನಿಯಂತ್ರಿತವಾಗಿ ನೀರು ಹರಿಸಲಾಗುವುದು. ರೈತರ ಹಿತ ಕಾಪಾಡಲು ಸರ್ಕಾರ ಬದ್ಧವಾಗಿದೆ. ತಜ್ಞರ ಸಮಿತಿ ನೀಡಿದ ಶಿಫಾರಸುಗಳನ್ನು ಜಾರಿಗೆ ತರಲಾಗುತ್ತಿದೆ ಎಂದು ಅವರು ಸದನಕ್ಕೆ ತಿಳಿಸಿದರು. xyxy=(360,664,516,704)
lead-body-col1: ವಿಧಾನಸಭೆ: ತುಂಗಭದ್ರ ಜಲಾಶಯದ ಕ್ರಸ್ಟ್ ಗೇಟ್‌ಗಳ ದುರಸ್ತಿ ಕಾರ್ಯ ನಡೆಯುತ್ತಿರುವುದರಿಂದ ಈ ಬಾರಿ ಅಚ್ಚುಕಟ್ಟು ಪ್ರದೇಶಕ್ಕೆ ಒಂದೇ ಬೆಳೆಗೆ ನೀರು ಹರಿಸಲಾಗುವುದು ಎಂದು ಉಪ ಮುಖ್ಯಮಂತ್ರಿ ಡಿ.ಕೆ.ಶಿವಕುಮಾರ ಸ್ಪಷ್ಟಪಡಿಸಿದರು. ಜಲಾಶಯದ ಸುರಕ್ಷತೆಗೆ ಆದ್ಯತೆ ನೀಡಲಾಗಿದೆ. ತಜ್ಞರ ವರದಿ ಆಧರಿಸಿ ಹೊಸ ಗೇಟ್‌ಗಳನ್ನು ಅಳವಡಿಸುವ ಕಾರ್ಯ ಪ್ರಗತಿಯಲ್ಲಿದೆ. ರೈತರು ಸಹಕರಿಸಬೇಕು ಎಂದು ಮನವಿ ಮಾಡಿದರು. ಜಲಾಶಯದಲ್ಲಿ ಸಂಗ್ರಹವಾಗಿರುವ ನೀರಿನ ಪ್ರಮಾಣ ಹಾಗೂ ಹರಿವಿನ ಬಗ್ಗೆ ಮಾಹಿತಿ ನೀಡಿದ ಅವರು, ಎಲ್ಲ 33 ಗೇಟ್‌ಗಳನ್ನು ಬದಲಾಯಿಸಲು ನಿರ್ಧರಿಸಲಾಗಿದೆ ಎಂದರು. ಒಟ್ಟು 105.788 ಟಿಎಂಸಿ ನೀರು ಸಂಗ್ರಹ ಸಾಮರ್ಥ್ಯ ಹೊಂದಿರುವ ಜಲಾಶಯ ರಾಜ್ಯದ ಪ್ರಮುಖ ನೀರಾವರಿ ಯೋಜನೆಯಾಗಿದೆ. xyxy=(204,500,354,581)
masthead xyxy=(0,0,945,86)
color-registration-marks xyxy=(340,1449,370,1455)
wall-body: ರಾಮದುರ್ಗ: ಭಾರಿ ಮಳೆಗೆ ಹಳೆಯ ಮನೆಯ ಮೇಲ್ಛಾವಣಿ ಕುಸಿದು ವೃದ್ಧರೊಬ್ಬರು ಮೃತಪಟ್ಟ ಘಟನೆ ನಡೆದಿದೆ. ಮೃತರನ್ನು ಮಾರುತಿ ಹಡಪದ (75) ಎಂದು ಗುರುತಿಸಲಾಗಿದೆ. ಸ್ಥಳಕ್ಕೆ ಅಧಿಕಾರಿಗಳು ಭೇಟಿ ನೀಡಿ ಪರಿಶೀಲಿಸಿದರು. xyxy=(762,982,912,1006)
story-vp-headline: ಉ.ರಾಷ್ಟ್ರಪತಿ: ನಾಮಪತ್ರ ಸಲ್ಲಿಸಿದ ಎನ್‌ಡಿಎ ಅಭ್ಯರ್ಥಿ xyxy=(604,1094,824,1109)
story-vp-body: ಪುತ್ತೂರು: ಉಪರಾಷ್ಟ್ರಪತಿ ಚುನಾವಣೆಗೆ ಎನ್‌ಡಿಎ ಅಭ್ಯರ್ಥಿ ಸಿ.ಪಿ. ರಾಧಾಕೃಷ್ಣನ್ ಅವರು ಪ್ರಧಾನಿ ನರೇಂದ್ರ ಮೋದಿ, ಕೇಂದ್ರ ಸಚಿವರು ಹಾಗೂ ಮಿತ್ರಪಕ್ಷಗಳ ನಾಯಕರ ಸಮ್ಮುಖದಲ್ಲಿ ನಾಮಪತ್ರ ಸಲ್ಲಿಸಿದರು. ಸೆಪ್ಟೆಂಬರ್ 9ರಂದು ಮತದಾನ ನಡೆಯಲಿದೆ. xyxy=(600,1114,914,1130)
